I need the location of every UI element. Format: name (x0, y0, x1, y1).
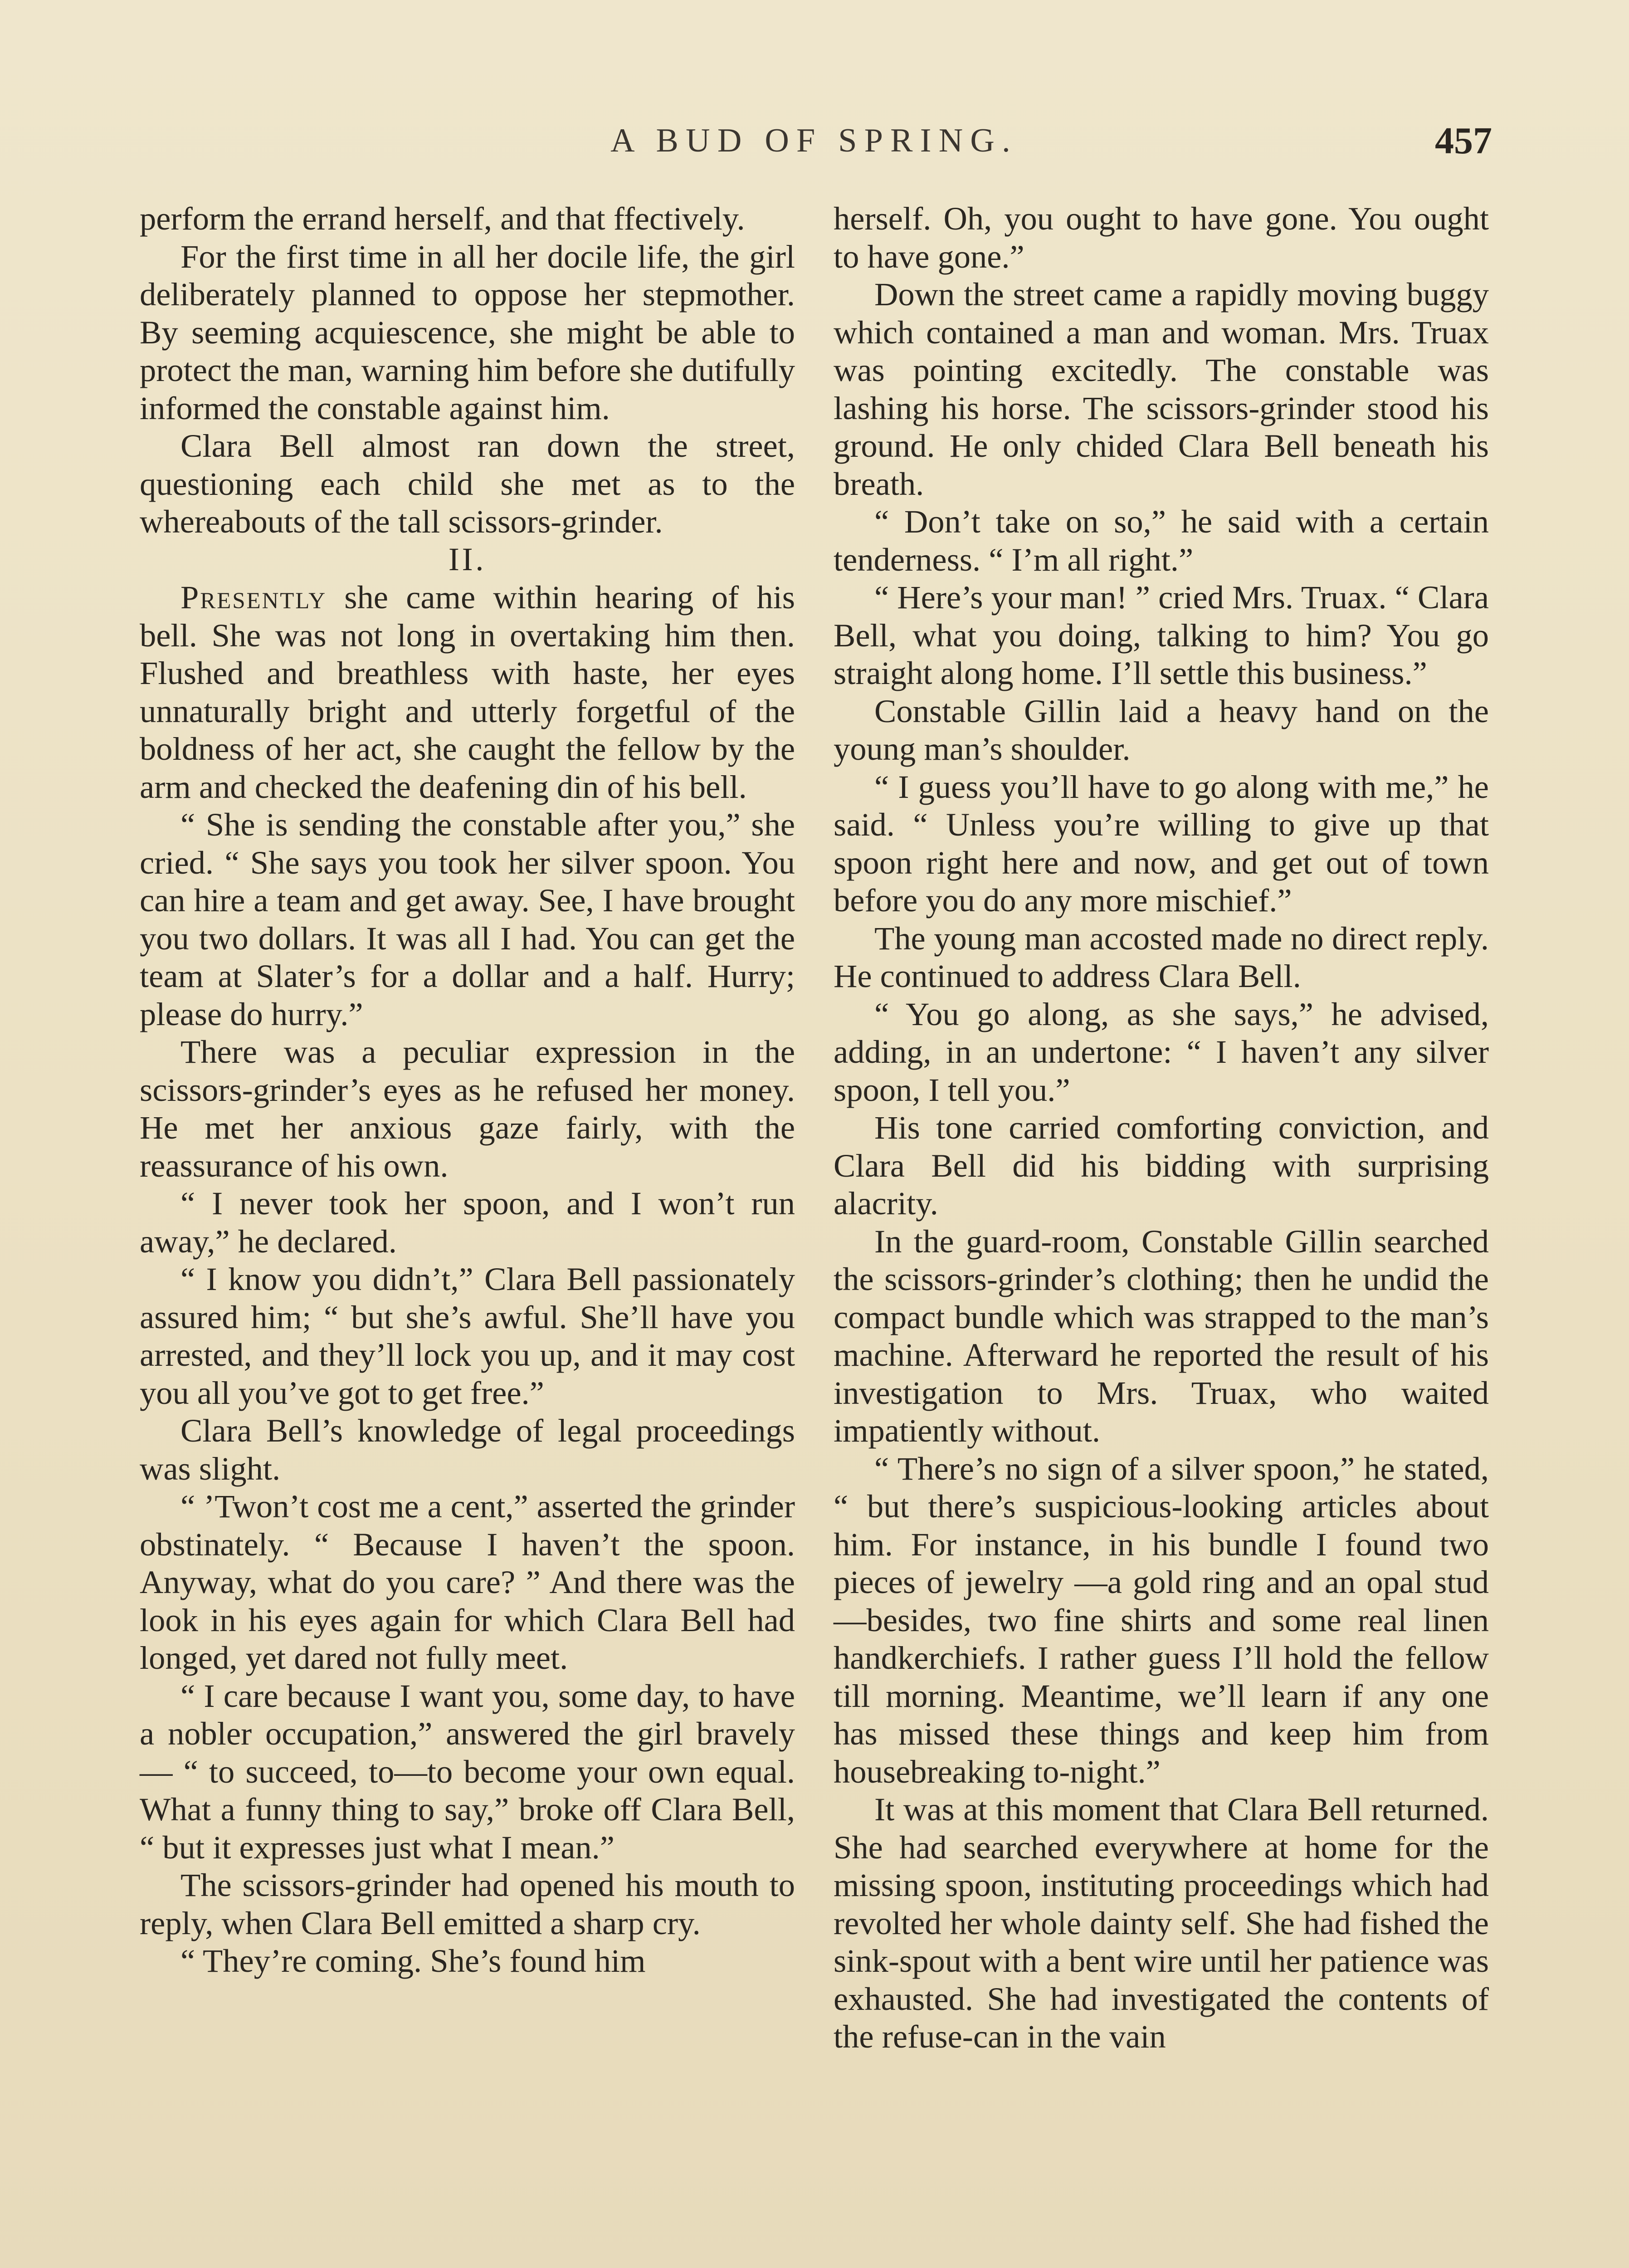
paragraph: The scissors-grinder had opened his mouth to reply, when Clara Bell emitted a sharp cry. (140, 1867, 795, 1941)
right-column (834, 200, 1489, 2056)
paragraph: “ I care because I want you, some day, to have a nobler occupation,” answered the girl bravely — “ to succeed, to—to become your own equal. What a funny thing to say,” broke off Clara Bell, “ but it expresses just what I mean.” (140, 1677, 795, 1866)
section-heading: II. (448, 541, 487, 577)
paragraph: There was a peculiar expression in the scissors-grinder’s eyes as he refused her money. He met her anxious gaze fairly, with the reassurance of his own. (140, 1033, 795, 1184)
paragraph: The young man accosted made no direct reply. He continued to address Clara Bell. (834, 919, 1489, 994)
running-title: A BUD OF SPRING. (610, 122, 1018, 159)
paragraph: For the first time in all her docile life, the girl deliberately planned to oppose her stepmother. By seeming acquiescence, she might be able to protect the man, warning him before she dutifully informed the constable against him. (140, 238, 795, 426)
paragraph: Down the street came a rapidly moving buggy which contained a man and woman. Mrs. Truax was pointing excitedly. The constable was lashing his horse. The scissors-grinder stood his ground. He only chided Clara Bell beneath his breath. (834, 276, 1489, 502)
paragraph: His tone carried comforting conviction, and Clara Bell did his bidding with surprising alacrity. (834, 1109, 1489, 1222)
paragraph: herself. Oh, you ought to have gone. You ought to have gone.” (834, 200, 1489, 275)
paragraph: “ You go along, as she says,” he advised, adding, in an undertone: “ I haven’t any silver spoon, I tell you.” (834, 995, 1489, 1108)
paragraph: perform the errand herself, and that ffectively. (140, 200, 745, 237)
paragraph: “ Here’s your man! ” cried Mrs. Truax. “ Clara Bell, what you doing, talking to him? You go straight along home. I’ll settle this business.” (834, 579, 1489, 691)
paragraph: “ ’Twon’t cost me a cent,” asserted the grinder obstinately. “ Because I haven’t the spoon. Anyway, what do you care? ” And there was the look in his eyes again for which Clara Bell had longed, yet dared not fully meet. (140, 1488, 795, 1676)
paragraph: “ I know you didn’t,” Clara Bell passionately assured him; “ but she’s awful. She’ll have you arrested, and they’ll lock you up, and it may cost you all you’ve got to get free.” (140, 1261, 795, 1411)
page-number: 457 (1435, 120, 1492, 162)
paragraph: Clara Bell almost ran down the street, questioning each child she met as to the whereabouts of the tall scissors-grinder. (140, 427, 795, 540)
paragraph: “ Don’t take on so,” he said with a certain tenderness. “ I’m all right.” (834, 503, 1489, 578)
page-header (136, 122, 1492, 171)
paragraph: “ I never took her spoon, and I won’t run away,” he declared. (140, 1185, 795, 1260)
paragraph: “ I guess you’ll have to go along with me,” he said. “ Unless you’re willing to give up that spoon right here and now, and get out of town before you do any more mischief.” (834, 768, 1489, 919)
paragraph: “ They’re coming. She’s found him (180, 1942, 646, 1979)
paragraph: In the guard-room, Constable Gillin searched the scissors-grinder’s clothing; then he undid the compact bundle which was strapped to the man’s machine. Afterward he reported the result of his investigation to Mrs. Truax, who waited impatiently without. (834, 1222, 1489, 1449)
paragraph (140, 578, 795, 806)
paragraph: It was at this moment that Clara Bell returned. She had searched everywhere at home for the missing spoon, instituting proceedings which had revolted her whole dainty self. She had fished the sink-spout with a bent wire until her patience was exhausted. She had investigated the contents of the refuse-can in the vain (834, 1791, 1489, 2055)
paragraph: Clara Bell’s knowledge of legal proceedings was slight. (140, 1412, 795, 1487)
section-lead-word: Presently (180, 579, 327, 616)
left-column (140, 200, 795, 1980)
paragraph: Constable Gillin laid a heavy hand on the young man’s shoulder. (834, 692, 1489, 767)
paragraph: “ She is sending the constable after you,” she cried. “ She says you took her silver spoon. You can hire a team and get away. See, I have brought you two dollars. It was all I had. You can get the team at Slater’s for a dollar and a half. Hurry; please do hurry.” (140, 806, 795, 1032)
paragraph-text: she came within hearing of his bell. She was not long in overtaking him then. Flushed and breathless with haste, her eyes unnaturally bright and utterly forgetful of the boldness of her act, she caught the fellow by the arm and checked the deafening din of his bell. (140, 579, 795, 805)
paragraph: “ There’s no sign of a silver spoon,” he stated, “ but there’s suspicious-looking articles about him. For instance, in his bundle I found two pieces of jewelry —a gold ring and an opal stud—besides, two fine shirts and some real linen handkerchiefs. I rather guess I’ll hold the fellow till morning. Meantime, we’ll learn if any one has missed these things and keep him from housebreaking to-night.” (834, 1450, 1489, 1790)
